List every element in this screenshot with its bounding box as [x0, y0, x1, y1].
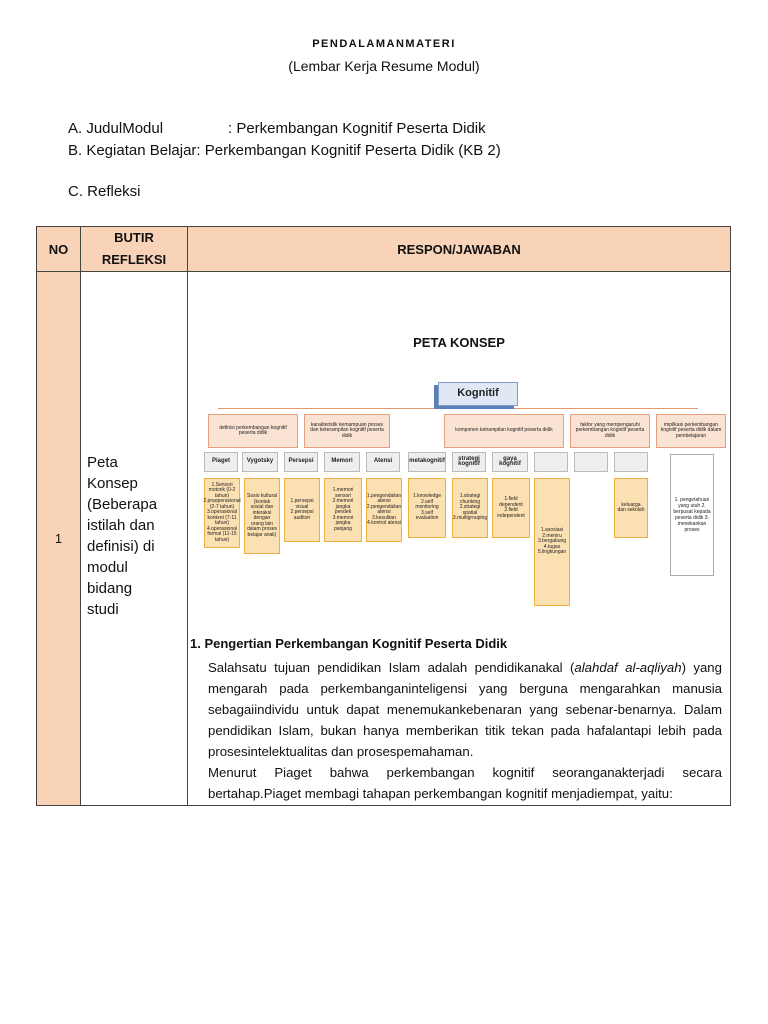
table-row: [37, 272, 731, 806]
concept-vygotsky: Vygotsky: [242, 452, 278, 472]
paragraph: Menurut Piaget bahwa perkembangan kognitif seoranganakterjadi secara bertahap.Piaget membagi tahapan perkembangan kognitif menjadiempat, yaitu:: [208, 765, 722, 801]
header-butir-line2: REFLEKSI: [101, 252, 167, 267]
concept-item: [614, 452, 648, 472]
butir-line: Konsep: [87, 475, 138, 492]
document-title: PENDALAMANMATERI: [312, 38, 456, 50]
butir-line: bidang: [87, 580, 133, 597]
concept-gaya-kognitif: gaya kognitif: [492, 452, 528, 472]
concept-implikasi: implikasi perkembangan kognitif peserta didik dalam pembelajaran: [656, 414, 726, 448]
butir-line: istilah dan: [87, 517, 155, 534]
concept-detail: 1.Sensori motorik (0-2 tahun) 2.praoperasional (2-7 tahun) 3.operasional konkret (7-11 tahun) 4.operasional formal (11-15 tahun): [204, 478, 240, 548]
paragraph-text: ) yang mengarah pada perkembanganinteligensi yang berguna mengarahkan manusia sebagaiindividu untuk dapat menemukankebenaran yang sebenar-benarnya. Dalam pendidikan Islam, bukan hanya memberikan titik tekan pada hafalantapi lebih pada prosesintelektualitas dan prosespemahaman.: [208, 660, 722, 759]
concept-atensi: Atensi: [366, 452, 400, 472]
meta-kegiatan-belajar: [68, 142, 501, 159]
concept-detail: 1.memori sensori 2.memori jangka pendek 3.memori jangka panjang: [324, 478, 362, 542]
concept-detail: 1.field dependent 2.field independent: [492, 478, 530, 538]
section-heading: 1. Pengertian Perkembangan Kognitif Peserta Didik: [190, 636, 508, 651]
concept-memori: Memori: [324, 452, 360, 472]
butir-line: definisi) di: [87, 538, 155, 555]
concept-item: [574, 452, 608, 472]
concept-faktor: faktor yang mempengaruhi perkembangan kognitif peserta didik: [570, 414, 650, 448]
paragraph-text: Salahsatu tujuan pendidikan Islam adalah pendidikanakal (: [208, 660, 575, 675]
butir-line: (Beberapa: [87, 496, 158, 513]
concept-detail: 1.knowledge 2.self monitoring 3.self evaluation: [408, 478, 446, 538]
table-header-row: [37, 227, 731, 272]
concept-metakognitif: metakognitif: [408, 452, 446, 472]
meta-a-value: : Perkembangan Kognitif Peserta Didik: [228, 120, 486, 137]
butir-line: Peta: [87, 454, 118, 471]
section-body: [208, 657, 722, 804]
concept-root: Kognitif: [438, 382, 518, 406]
meta-b-value: : Perkembangan Kognitif Peserta Didik (KB 2): [196, 142, 501, 159]
header-butir-line1: BUTIR: [114, 230, 154, 245]
concept-piaget: Piaget: [204, 452, 238, 472]
butir-cell: [81, 272, 188, 806]
connector-line: [218, 408, 698, 409]
butir-line: studi: [87, 601, 119, 618]
respon-cell: [188, 272, 731, 806]
meta-a-label: A. JudulModul: [68, 120, 164, 137]
concept-persepsi: Persepsi: [284, 452, 318, 472]
header-no: NO: [37, 227, 81, 272]
row-number: 1: [37, 272, 81, 806]
concept-komponen: komponen ketrampilan kognitif peserta didik: [444, 414, 564, 448]
concept-definisi: definisi perkembangan kognitif peserta didik: [208, 414, 298, 448]
resume-table: [36, 226, 731, 806]
concept-detail: Sosio kultural (kontak sosial dan interaksi dengan orang lain dalam proses belajar anak): [244, 478, 280, 554]
peta-konsep-title: PETA KONSEP: [413, 335, 505, 350]
header-respon: RESPON/JAWABAN: [188, 227, 731, 272]
concept-detail: 1.asosiasi 2.meniru 3.bergabung 4.tugas 5.lingkungan: [534, 478, 570, 606]
paragraph: [208, 657, 722, 762]
concept-map: [200, 378, 720, 618]
concept-strategi-kognitif: strategi kognitif: [452, 452, 486, 472]
concept-detail: 1.pengendalian atensi 2.pengendalian atensi 3.kesulitan 4.kontrol atensi: [366, 478, 402, 542]
concept-detail: 1.persepsi visual 2.persepsi auditori: [284, 478, 320, 542]
meta-b-label: B. Kegiatan Belajar: [68, 142, 197, 159]
header-butir-refleksi: [81, 227, 188, 272]
concept-karakteristik: karakteristik kemampuan proses dan keterampilan kognitif peserta didik: [304, 414, 390, 448]
concept-detail: 1. pengetahuan yang utuh 2. berpusat kepada peserta didik 3. menekankan proses: [670, 454, 714, 576]
meta-refleksi: C. Refleksi: [68, 183, 141, 200]
paragraph-italic: alahdaf al-aqliyah: [574, 660, 682, 675]
concept-detail: 1.strategi chunking 2.strategi spatial 3.multigrouping: [452, 478, 488, 538]
meta-judul-modul: [68, 120, 486, 137]
concept-item: [534, 452, 568, 472]
butir-line: modul: [87, 559, 128, 576]
concept-detail: keluarga dan sekolah: [614, 478, 648, 538]
document-subtitle: (Lembar Kerja Resume Modul): [288, 58, 480, 74]
